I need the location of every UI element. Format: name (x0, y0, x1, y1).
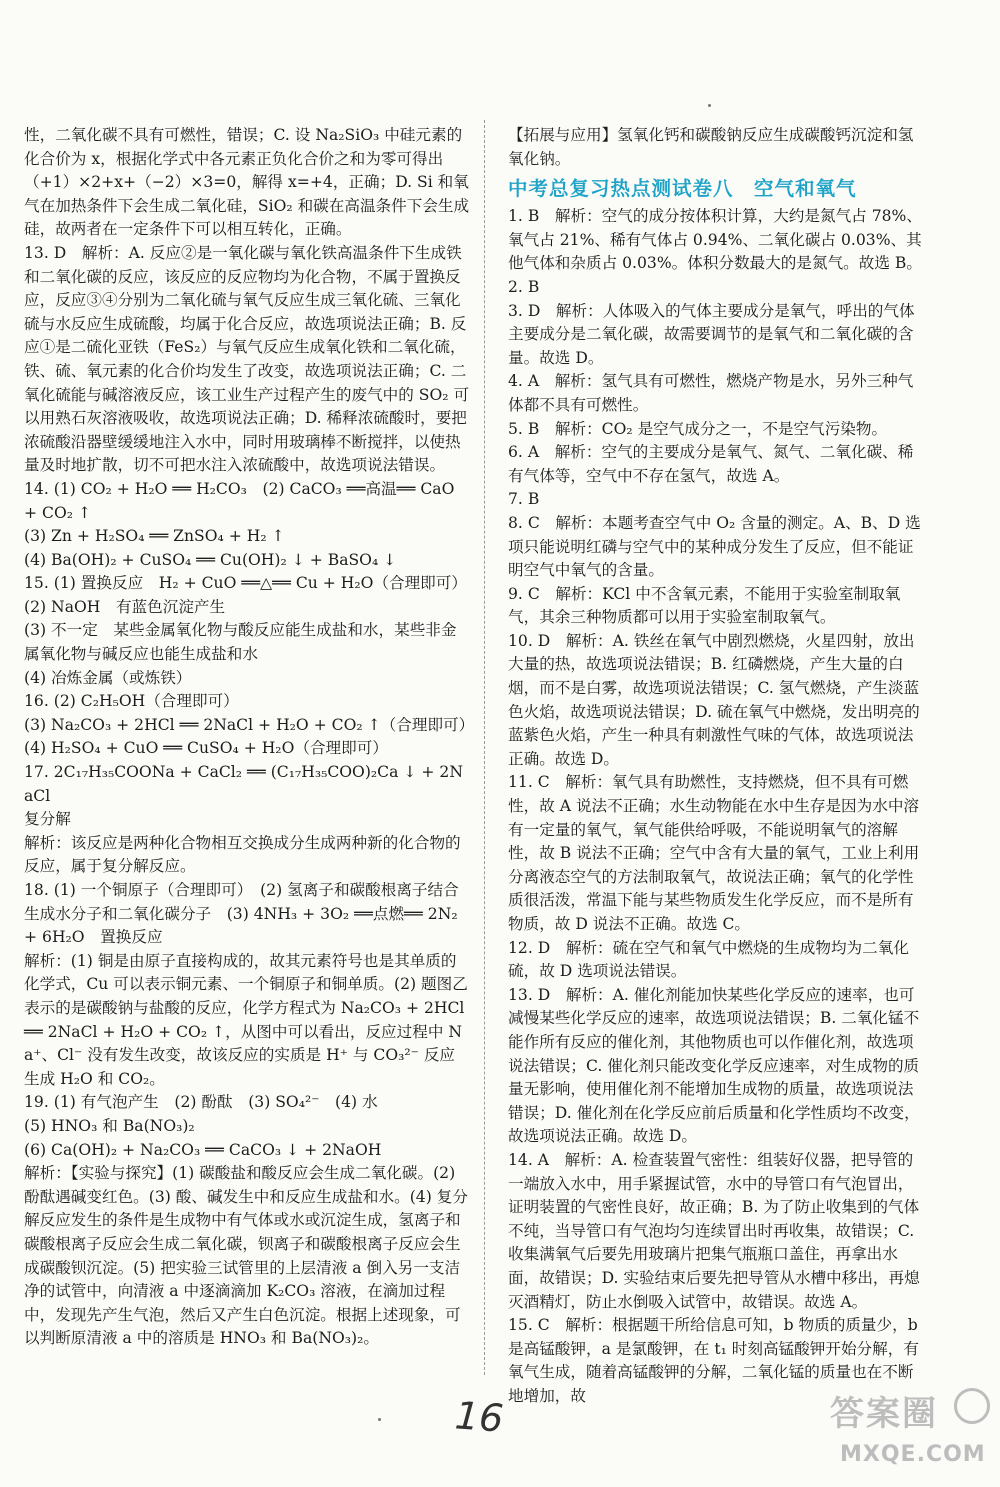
answer-14-line-1: 14. (1) CO₂ + H₂O ══ H₂CO₃ (2) CaCO₃ ══高温══ CaO + CO₂ ↑ (24, 479, 460, 522)
answer-14-line-2: (3) Zn + H₂SO₄ ══ ZnSO₄ + H₂ ↑ (24, 527, 285, 546)
answer-17-explanation: 解析：该反应是两种化合物相互交换成分生成两种新的化合物的反应，属于复分解反应。 (24, 833, 461, 876)
answer-14-right: 14. A 解析：A. 检查装置气密性：组装好仪器，把导管的一端放入水中，用手紧握试管，水中的导管口有气泡冒出，证明装置的气密性良好，故正确；B. 为了防止收集到的气体不纯，当导管口有气泡均匀连续冒出时再收集，故错误；C. 收集满氧气后要先用玻璃片把集气瓶瓶口盖住，再拿出水面，故错误；D. 实验结束后要先把导管从水槽中移出，再熄灭酒精灯，防止水倒吸入试管中，故错误。故选 A。 (508, 1150, 920, 1311)
answer-16-line-3: (4) H₂SO₄ + CuO ══ CuSO₄ + H₂O（合理即可） (24, 739, 388, 758)
answer-15-line-2: (2) NaOH 有蓝色沉淀产生 (24, 597, 226, 616)
answer-15-line-1: 15. (1) 置换反应 H₂ + CuO ══△══ Cu + H₂O（合理即可） (24, 574, 467, 593)
answer-14-line-3: (4) Ba(OH)₂ + CuSO₄ ══ Cu(OH)₂ ↓ + BaSO₄ ↓ (24, 550, 397, 569)
watermark-logo-icon (954, 1388, 990, 1424)
scan-speck (378, 1418, 381, 1421)
handwritten-page-number: 16 (453, 1393, 505, 1441)
answer-7: 7. B (508, 490, 540, 509)
right-column (508, 124, 928, 1408)
answer-15-line-3: (3) 不一定 某些金属氧化物与酸反应能生成盐和水，某些非金属氧化物与碱反应也能生成盐和水 (24, 621, 457, 664)
left-column (24, 124, 475, 1351)
answer-11: 11. C 解析：氧气具有助燃性，支持燃烧，但不具有可燃性，故 A 说法不正确；水生动物能在水中生存是因为水中溶有一定量的氧气，氧气能供给呼吸，不能说明氧气的溶解性，故 B 说法不正确；空气中含有大量的氧气，工业上利用分离液态空气的方法制取氧气，故说法正确；氧气的化学性质很活泼，常温下能与某些物质发生化学反应，而不是所有物质，故 D 说法不正确。故选 C。 (508, 773, 920, 933)
watermark-domain: MXQE.COM (840, 1442, 986, 1467)
answer-9: 9. C 解析：KCl 中不含氧元素，不能用于实验室制取氧气，其余三种物质都可以用于实验室制取氧气。 (508, 584, 901, 627)
answer-17-line-1: 17. 2C₁₇H₃₅COONa + CaCl₂ ══ (C₁₇H₃₅COO)₂Ca ↓ + 2NaCl (24, 763, 463, 805)
answer-12: 12. D 解析：硫在空气和氧气中燃烧的生成物均为二氧化硫，故 D 选项说法错误。 (508, 938, 909, 981)
answer-8: 8. C 解析：本题考查空气中 O₂ 含量的测定。A、B、D 选项只能说明红磷与空气中的某种成分发生了反应，但不能证明空气中氧气的含量。 (508, 513, 921, 580)
answer-19-line-3: (6) Ca(OH)₂ + Na₂CO₃ ══ CaCO₃ ↓ + 2NaOH (24, 1140, 382, 1159)
answer-16-line-2: (3) Na₂CO₃ + 2HCl ══ 2NaCl + H₂O + CO₂ ↑（合理即可） (24, 715, 475, 734)
answer-paragraph: 性，二氧化碳不具有可燃性，错误；C. 设 Na₂SiO₃ 中硅元素的化合价为 x，根据化学式中各元素正负化合价之和为零可得出（+1）×2+x+（−2）×3=0，解得 x=+4，正确；D. Si 和氧气在加热条件下会生成二氧化硅，SiO₂ 和碳在高温条件下会生成硅，故两者在一定条件下可以相互转化，正确。 (24, 126, 470, 239)
answer-19-line-1: 19. (1) 有气泡产生 (2) 酚酞 (3) SO₄²⁻ (4) 水 (24, 1093, 378, 1112)
answer-10: 10. D 解析：A. 铁丝在氧气中剧烈燃烧，火星四射，放出大量的热，故选项说法错误；B. 红磷燃烧，产生大量的白烟，而不是白雾，故选项说法错误；C. 氢气燃烧，产生淡蓝色火焰，故选项说法错误；D. 硫在氧气中燃烧，发出明亮的蓝紫色火焰，产生一种具有刺激性气味的气体，故选项说法正确。故选 D。 (508, 631, 920, 768)
scan-speck (708, 104, 711, 107)
answer-13: 13. D 解析：A. 反应②是一氧化碳与氧化铁高温条件下生成铁和二氧化碳的反应，该反应的反应物均为化合物，不属于置换反应，反应③④分别为二氧化硫与氧气反应生成三氧化硫、三氧化硫与水反应生成硫酸，均属于化合反应，故选项说法正确；B. 反应①是二硫化亚铁（FeS₂）与氧气反应生成氧化铁和二氧化硫，铁、硫、氧元素的化合价均发生了改变，故选项说法正确；C. 二氧化硫能与碱溶液反应，该工业生产过程产生的废气中的 SO₂ 可以用熟石灰溶液吸收，故选项说法正确；D. 稀释浓硫酸时，要把浓硫酸沿器壁缓缓地注入水中，同时用玻璃棒不断搅拌，以使热量及时地扩散，切不可把水注入浓硫酸中，故选项说法错误。 (24, 243, 470, 475)
watermark-title: 答案圈 (830, 1394, 938, 1434)
column-divider (484, 120, 485, 1375)
answer-19-explanation: 解析：【实验与探究】(1) 碳酸盐和酸反应会生成二氧化碳。(2) 酚酞遇碱变红色。(3) 酸、碱发生中和反应生成盐和水。(4) 复分解反应发生的条件是生成物中有气体或水或沉淀生成，氢离子和碳酸根离子反应会生成二氧化碳，钡离子和碳酸根离子反应会生成碳酸钡沉淀。(5) 把实验三试管里的上层清液 a 倒入另一支洁净的试管中，向清液 a 中逐滴滴加 K₂CO₃ 溶液，在滴加过程中，发现先产生气泡，然后又产生白色沉淀。根据上述现象，可以判断原清液 a 中的溶质是 HNO₃ 和 Ba(NO₃)₂。 (24, 1164, 468, 1348)
extension-application: 【拓展与应用】氢氧化钙和碳酸钠反应生成碳酸钙沉淀和氢氧化钠。 (508, 126, 914, 168)
answer-19-line-2: (5) HNO₃ 和 Ba(NO₃)₂ (24, 1116, 195, 1135)
section-heading: 中考总复习热点测试卷八 空气和氧气 (508, 177, 857, 201)
answer-4: 4. A 解析：氢气具有可燃性，燃烧产物是水，另外三种气体都不具有可燃性。 (508, 372, 914, 414)
answer-13-right: 13. D 解析：A. 催化剂能加快某些化学反应的速率，也可减慢某些化学反应的速率，故选项说法错误；B. 二氧化锰不能作所有反应的催化剂，其他物质也可以作催化剂，故选项说法错误；C. 催化剂只能改变化学反应速率，对生成物的质量无影响，使用催化剂不能增加生成物的质量，故选项说法错误；D. 催化剂在化学反应前后质量和化学性质均不改变，故选项说法正确。故选 D。 (508, 985, 920, 1146)
answer-5: 5. B 解析：CO₂ 是空气成分之一，不是空气污染物。 (508, 419, 888, 438)
answer-16-line-1: 16. (2) C₂H₅OH（合理即可） (24, 692, 239, 711)
answer-18-explanation: 解析：(1) 铜是由原子直接构成的，故其元素符号也是其单质的化学式，Cu 可以表示铜元素、一个铜原子和铜单质。(2) 题图乙表示的是碳酸钠与盐酸的反应，化学方程式为 Na₂CO₃ + 2HCl ══ 2NaCl + H₂O + CO₂ ↑，从图中可以看出，反应过程中 Na⁺、Cl⁻ 没有发生改变，故该反应的实质是 H⁺ 与 CO₃²⁻ 反应生成 H₂O 和 CO₂。 (24, 951, 470, 1088)
answer-6: 6. A 解析：空气的主要成分是氧气、氮气、二氧化碳、稀有气体等，空气中不存在氢气，故选 A。 (508, 443, 914, 485)
answer-17-line-2: 复分解 (24, 810, 71, 829)
answer-18: 18. (1) 一个铜原子（合理即可） (2) 氢离子和碳酸根离子结合生成水分子和二氧化碳分子 (3) 4NH₃ + 3O₂ ══点燃══ 2N₂ + 6H₂O 置换反应 (24, 881, 463, 947)
watermark (830, 1380, 995, 1484)
answer-2: 2. B (508, 277, 540, 296)
answer-15-line-4: (4) 冶炼金属（或炼铁） (24, 668, 192, 687)
answer-3: 3. D 解析：人体吸入的气体主要成分是氧气，呼出的气体主要成分是二氧化碳，故需要调节的是氧气和二氧化碳的含量。故选 D。 (508, 301, 915, 367)
answer-1: 1. B 解析：空气的成分按体积计算，大约是氮气占 78%、氧气占 21%、稀有气体占 0.94%、二氧化碳占 0.03%、其他气体和杂质占 0.03%。体积分数最大的是氮气。故选 B。 (508, 207, 922, 273)
answer-15-right: 15. C 解析：根据题干所给信息可知，b 物质的质量少，b 是高锰酸钾，a 是氯酸钾，在 t₁ 时刻高锰酸钾开始分解，有氧气生成，随着高锰酸钾的分解，二氧化锰的质量也在不断地增加，故 (508, 1316, 923, 1405)
